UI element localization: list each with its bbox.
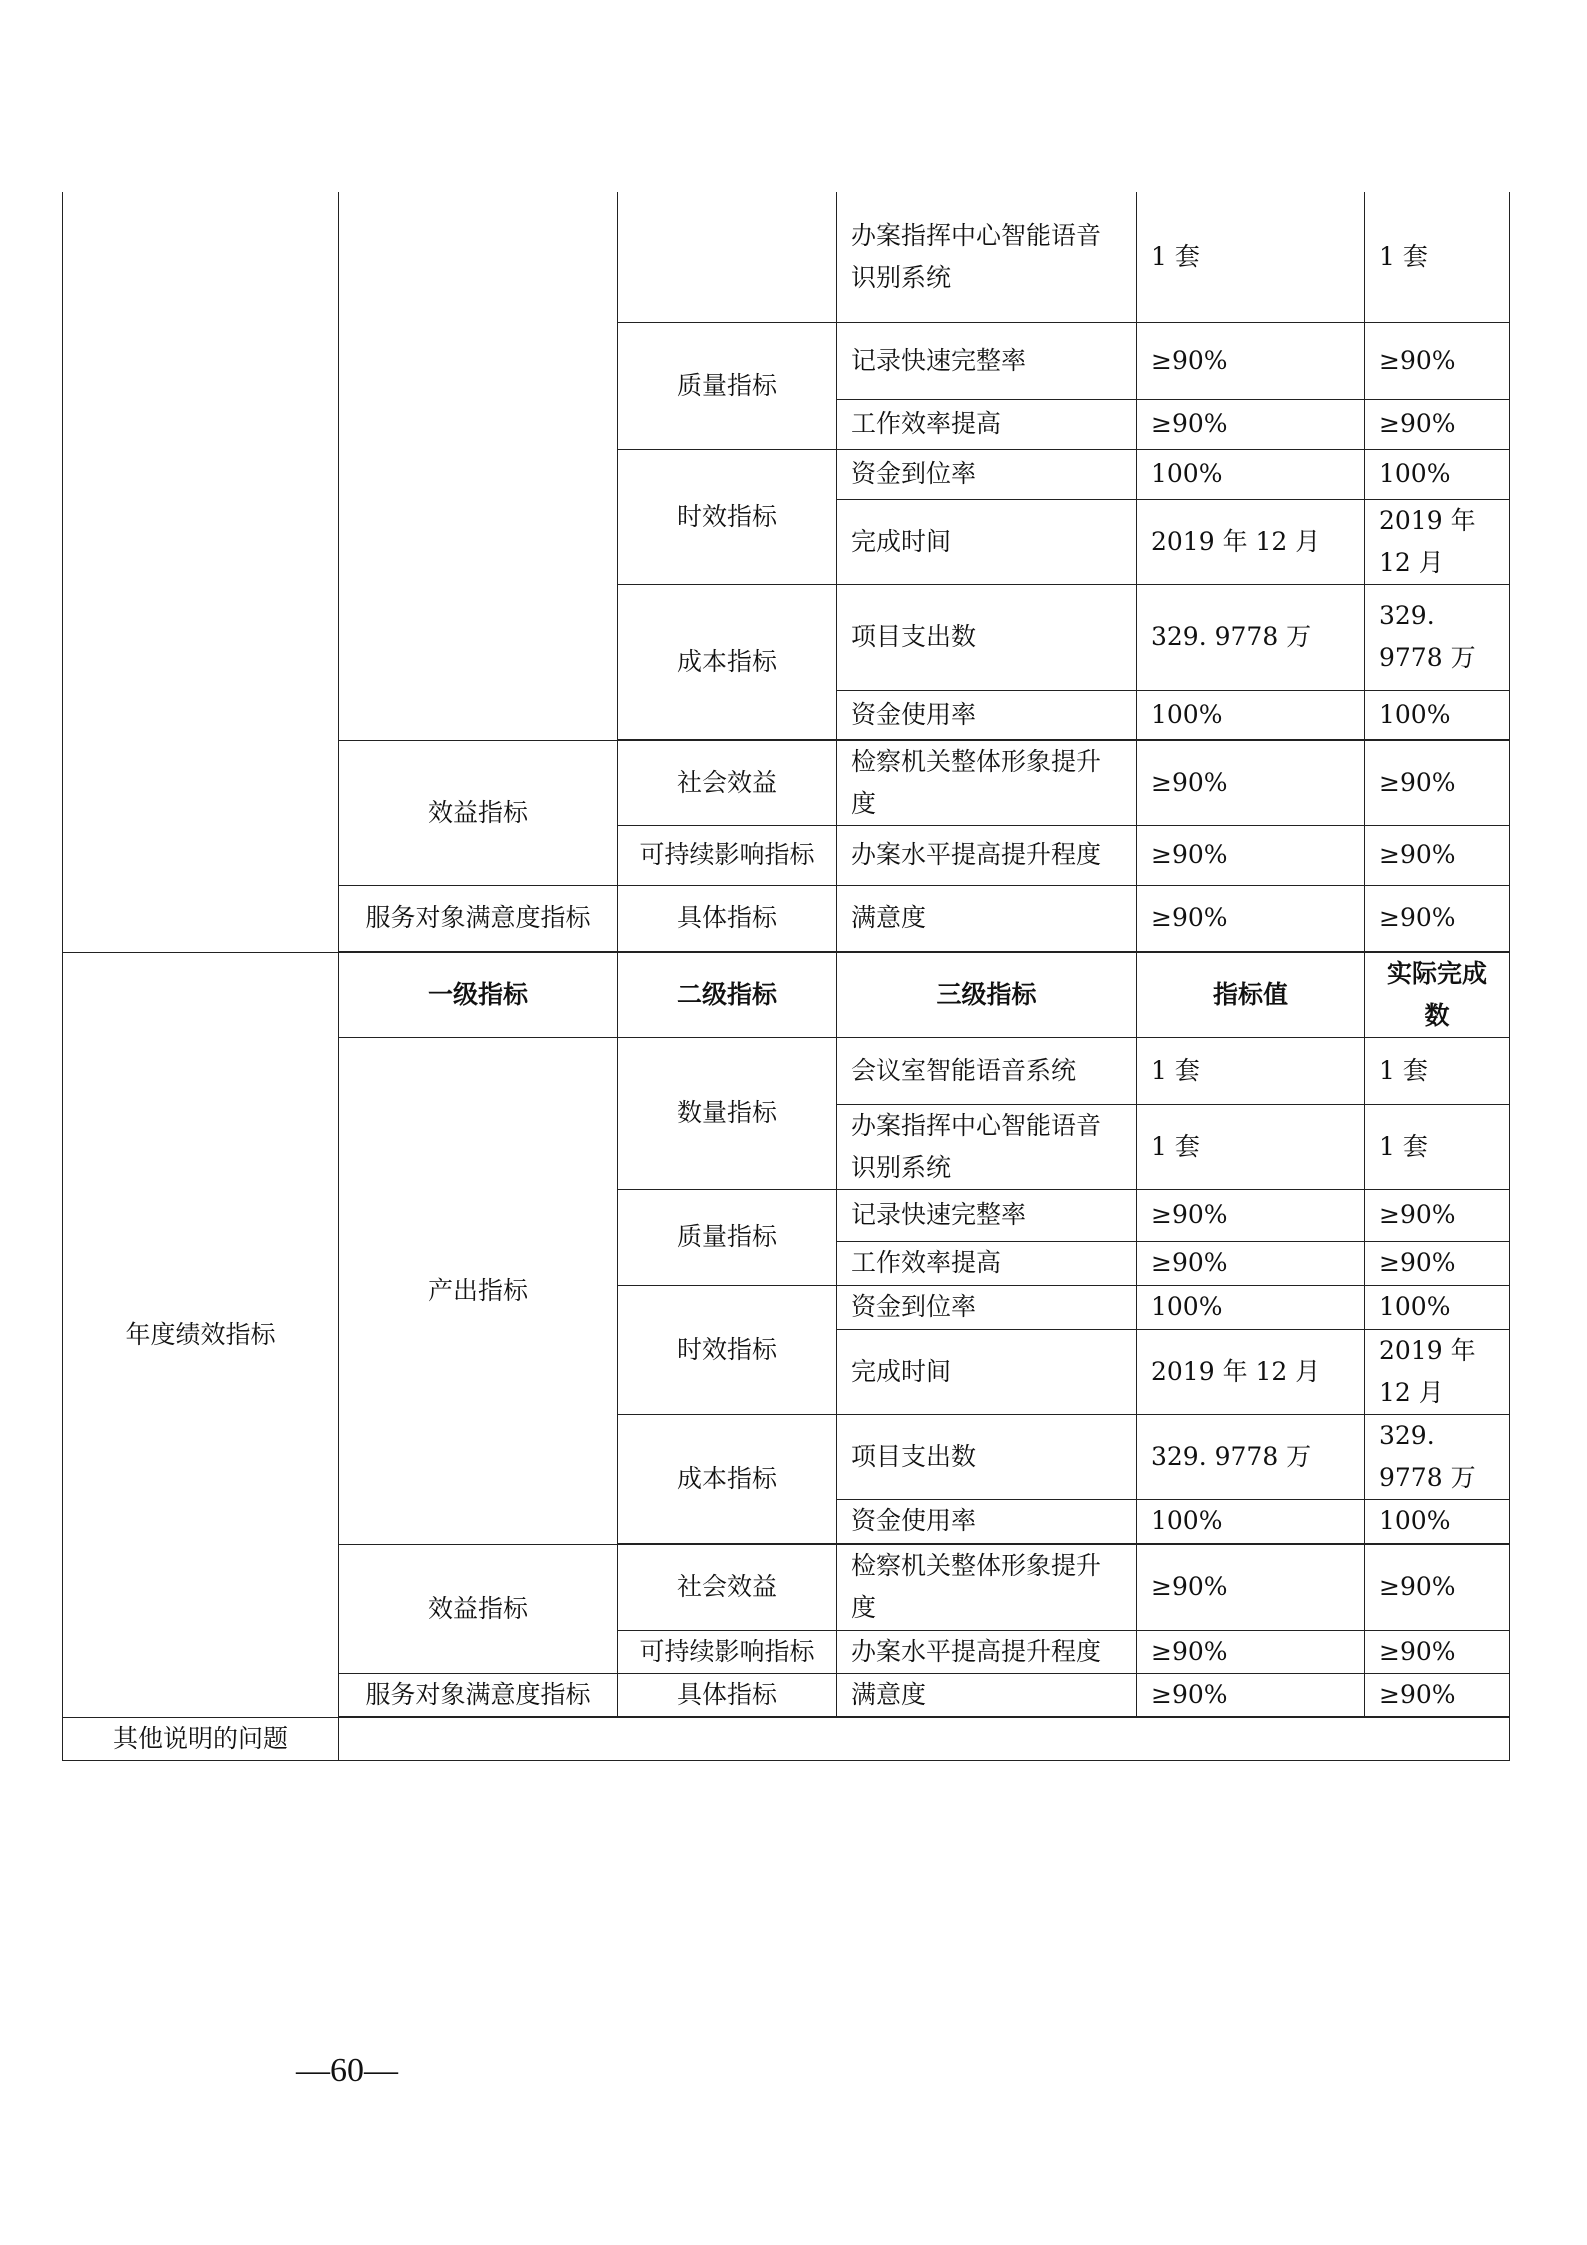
output-label: 产出指标	[339, 1037, 618, 1544]
other-notes-value	[339, 1717, 1510, 1760]
quantity-label: 数量指标	[618, 1037, 837, 1189]
benefit-label: 效益指标	[339, 740, 618, 885]
quality-label: 质量指标	[618, 322, 837, 449]
header-target: 指标值	[1137, 952, 1365, 1037]
actual-cell: 329. 9778 万	[1365, 584, 1510, 690]
quality-label: 质量指标	[618, 1189, 837, 1285]
actual-cell: ≥90%	[1365, 1544, 1510, 1630]
actual-cell: 2019 年 12 月	[1365, 499, 1510, 584]
target-cell: 1 套	[1137, 1104, 1365, 1189]
actual-cell: ≥90%	[1365, 1673, 1510, 1716]
actual-cell: 1 套	[1365, 192, 1510, 322]
actual-cell: 100%	[1365, 449, 1510, 499]
header-level2: 二级指标	[618, 952, 837, 1037]
level3-cell: 完成时间	[837, 1329, 1137, 1414]
target-cell: 329. 9778 万	[1137, 1414, 1365, 1499]
header-actual: 实际完成数	[1365, 952, 1510, 1037]
target-cell: ≥90%	[1137, 1544, 1365, 1630]
level3-cell: 资金到位率	[837, 449, 1137, 499]
actual-cell: 100%	[1365, 1285, 1510, 1329]
header-level1: 一级指标	[339, 952, 618, 1037]
continuation-quantity-cell	[618, 192, 837, 322]
cost-label: 成本指标	[618, 1414, 837, 1543]
page-number: —60—	[296, 2052, 398, 2089]
level3-cell: 办案指挥中心智能语音识别系统	[837, 192, 1137, 322]
sustain-label: 可持续影响指标	[618, 1630, 837, 1673]
satisfaction-label: 服务对象满意度指标	[339, 885, 618, 951]
actual-cell: ≥90%	[1365, 740, 1510, 825]
actual-cell: 100%	[1365, 690, 1510, 739]
level3-cell: 项目支出数	[837, 1414, 1137, 1499]
actual-cell: ≥90%	[1365, 825, 1510, 885]
timeliness-label: 时效指标	[618, 1285, 837, 1414]
level3-cell: 资金到位率	[837, 1285, 1137, 1329]
actual-cell: ≥90%	[1365, 399, 1510, 449]
actual-cell: 1 套	[1365, 1104, 1510, 1189]
actual-cell: ≥90%	[1365, 1189, 1510, 1241]
target-cell: ≥90%	[1137, 1189, 1365, 1241]
performance-table	[62, 192, 1510, 1761]
level3-cell: 会议室智能语音系统	[837, 1037, 1137, 1104]
target-cell: ≥90%	[1137, 322, 1365, 399]
actual-cell: ≥90%	[1365, 1630, 1510, 1673]
level3-cell: 项目支出数	[837, 584, 1137, 690]
target-cell: 2019 年 12 月	[1137, 499, 1365, 584]
level3-cell: 记录快速完整率	[837, 322, 1137, 399]
level3-cell: 检察机关整体形象提升度	[837, 1544, 1137, 1630]
level3-cell: 满意度	[837, 885, 1137, 951]
target-cell: 329. 9778 万	[1137, 584, 1365, 690]
target-cell: ≥90%	[1137, 1630, 1365, 1673]
target-cell: ≥90%	[1137, 1673, 1365, 1716]
actual-cell: 2019 年 12 月	[1365, 1329, 1510, 1414]
level3-cell: 工作效率提高	[837, 1241, 1137, 1285]
level3-cell: 记录快速完整率	[837, 1189, 1137, 1241]
cost-label: 成本指标	[618, 584, 837, 739]
satisfaction-label: 服务对象满意度指标	[339, 1673, 618, 1716]
target-cell: 100%	[1137, 449, 1365, 499]
actual-cell: ≥90%	[1365, 1241, 1510, 1285]
target-cell: ≥90%	[1137, 1241, 1365, 1285]
target-cell: 1 套	[1137, 192, 1365, 322]
target-cell: 100%	[1137, 1499, 1365, 1543]
actual-cell: 100%	[1365, 1499, 1510, 1543]
actual-cell: ≥90%	[1365, 885, 1510, 951]
actual-cell: 1 套	[1365, 1037, 1510, 1104]
target-cell: 100%	[1137, 690, 1365, 739]
benefit-label: 效益指标	[339, 1544, 618, 1673]
continuation-section-cell	[63, 192, 339, 952]
annual-section-label: 年度绩效指标	[63, 952, 339, 1717]
timeliness-label: 时效指标	[618, 449, 837, 584]
target-cell: ≥90%	[1137, 825, 1365, 885]
actual-cell: ≥90%	[1365, 322, 1510, 399]
level3-cell: 办案水平提高提升程度	[837, 825, 1137, 885]
level3-cell: 资金使用率	[837, 690, 1137, 739]
target-cell: ≥90%	[1137, 399, 1365, 449]
level3-cell: 资金使用率	[837, 1499, 1137, 1543]
target-cell: ≥90%	[1137, 740, 1365, 825]
continuation-output-cell	[339, 192, 618, 740]
specific-indicator-label: 具体指标	[618, 885, 837, 951]
target-cell: ≥90%	[1137, 885, 1365, 951]
header-level3: 三级指标	[837, 952, 1137, 1037]
target-cell: 100%	[1137, 1285, 1365, 1329]
level3-cell: 检察机关整体形象提升度	[837, 740, 1137, 825]
level3-cell: 满意度	[837, 1673, 1137, 1716]
other-notes-label: 其他说明的问题	[63, 1717, 339, 1760]
actual-cell: 329. 9778 万	[1365, 1414, 1510, 1499]
level3-cell: 工作效率提高	[837, 399, 1137, 449]
level3-cell: 办案水平提高提升程度	[837, 1630, 1137, 1673]
social-benefit-label: 社会效益	[618, 1544, 837, 1630]
sustain-label: 可持续影响指标	[618, 825, 837, 885]
level3-cell: 办案指挥中心智能语音识别系统	[837, 1104, 1137, 1189]
specific-indicator-label: 具体指标	[618, 1673, 837, 1716]
level3-cell: 完成时间	[837, 499, 1137, 584]
target-cell: 2019 年 12 月	[1137, 1329, 1365, 1414]
target-cell: 1 套	[1137, 1037, 1365, 1104]
social-benefit-label: 社会效益	[618, 740, 837, 825]
